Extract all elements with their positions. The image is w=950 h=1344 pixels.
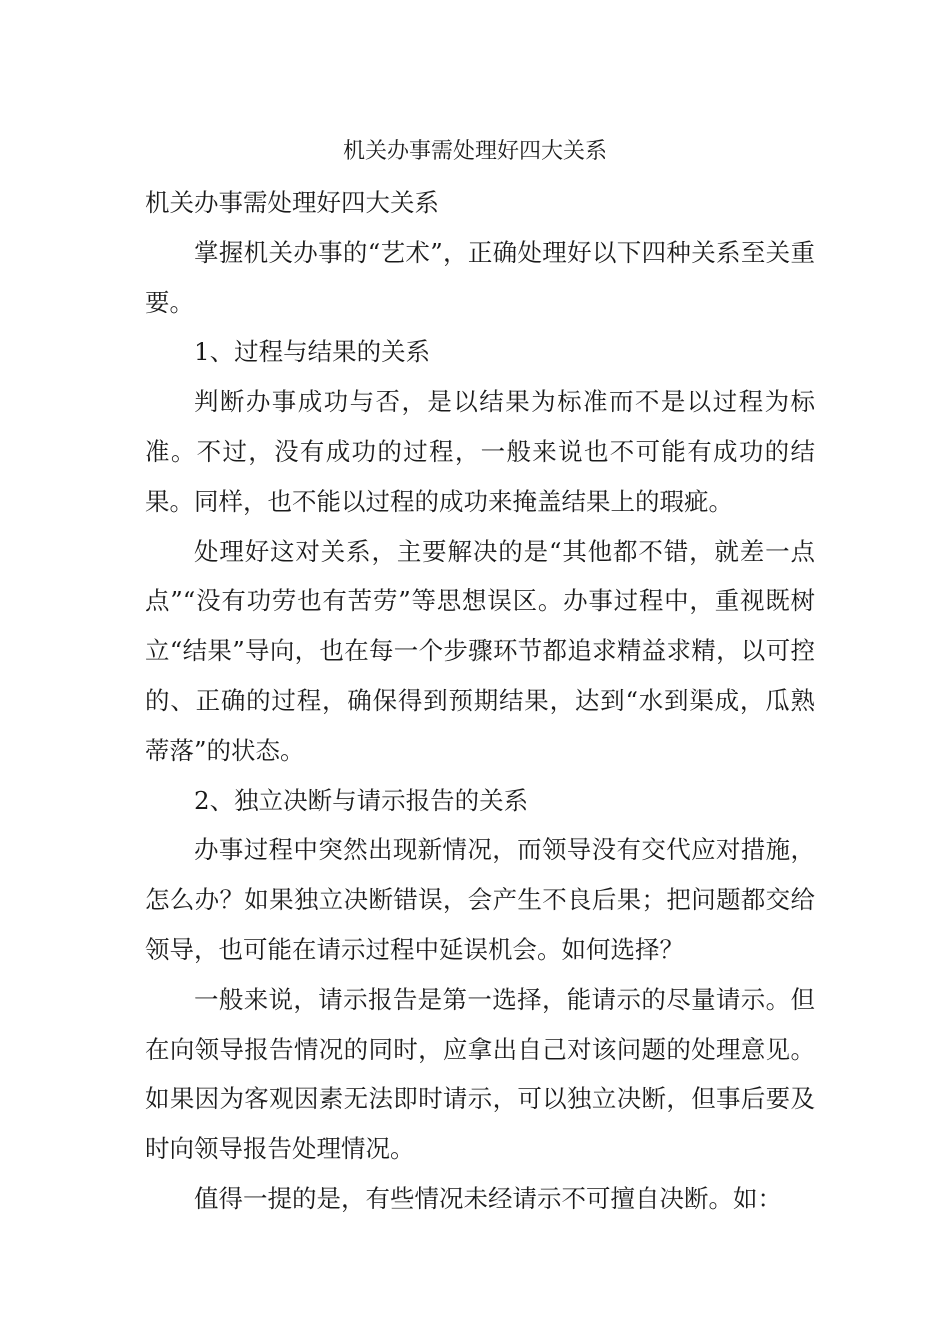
- document-body: [145, 178, 815, 1224]
- paragraph: 处理好这对关系，主要解决的是“其他都不错，就差一点点”“没有功劳也有苦劳”等思想误区。办事过程中，重视既树立“结果”导向，也在每一个步骤环节都追求精益求精，以可控的、正确的过程，确保得到预期结果，达到“水到渠成，瓜熟蒂落”的状态。: [145, 536, 815, 765]
- paragraph: 判断办事成功与否，是以结果为标准而不是以过程为标准。不过，没有成功的过程，一般来说也不可能有成功的结果。同样，也不能以过程的成功来掩盖结果上的瑕疵。: [145, 387, 815, 516]
- intro-paragraph: 掌握机关办事的“艺术”，正确处理好以下四种关系至关重要。: [145, 237, 815, 317]
- paragraph: 办事过程中突然出现新情况，而领导没有交代应对措施，怎么办？如果独立决断错误，会产生不良后果；把问题都交给领导，也可能在请示过程中延误机会。如何选择？: [145, 835, 815, 964]
- section-heading-1: 1、过程与结果的关系: [194, 337, 431, 367]
- document-title: 机关办事需处理好四大关系: [342, 139, 607, 164]
- section-heading-2: 2、独立决断与请示报告的关系: [194, 785, 529, 815]
- subtitle-paragraph: 机关办事需处理好四大关系: [145, 188, 439, 217]
- paragraph: 一般来说，请示报告是第一选择，能请示的尽量请示。但在向领导报告情况的同时，应拿出自己对该问题的处理意见。如果因为客观因素无法即时请示，可以独立决断，但事后要及时向领导报告处理情况。: [145, 984, 815, 1164]
- paragraph: 值得一提的是，有些情况未经请示不可擅自决断。如：: [194, 1183, 782, 1213]
